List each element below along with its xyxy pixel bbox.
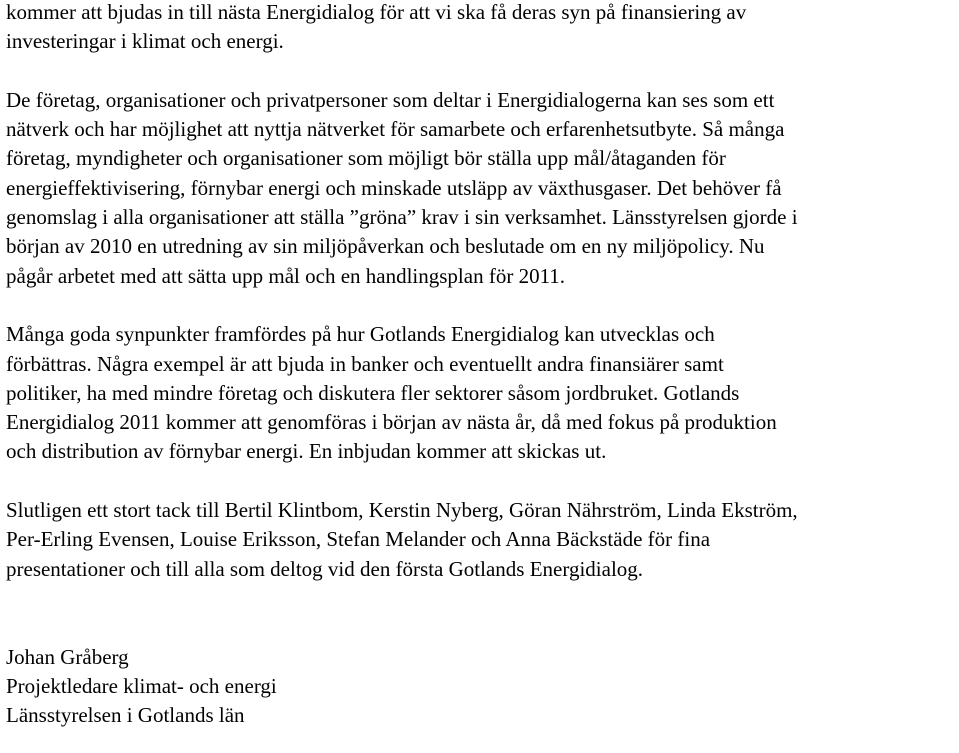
text-line: och distribution av förnybar energi. En inbjudan kommer att skickas ut. — [6, 439, 607, 464]
text-line: politiker, ha med mindre företag och diskutera fler sektorer såsom jordbruket. Gotlands — [6, 380, 740, 405]
document-page — [6, 0, 956, 730]
text-line: energieffektivisering, förnybar energi och minskade utsläpp av växthusgaser. Det behöver få — [6, 175, 782, 200]
text-line: början av 2010 en utredning av sin miljöpåverkan och beslutade om en ny miljöpolicy. Nu — [6, 234, 765, 259]
text-line: Många goda synpunkter framfördes på hur Gotlands Energidialog kan utvecklas och — [6, 322, 715, 347]
paragraph-spacer — [6, 57, 956, 86]
text-line: Slutligen ett stort tack till Bertil Klintbom, Kerstin Nyberg, Göran Nährström, Linda Ekström, — [6, 498, 798, 523]
paragraph-thanks — [6, 496, 956, 584]
paragraph-network — [6, 86, 956, 291]
text-line: De företag, organisationer och privatpersoner som deltar i Energidialogerna kan ses som ett — [6, 87, 775, 112]
paragraph-spacer — [6, 467, 956, 496]
signature-organization: Länsstyrelsen i Gotlands län — [6, 703, 245, 728]
text-line: företag, myndigheter och organisationer som möjligt bör ställa upp mål/åtaganden för — [6, 146, 726, 171]
text-line: förbättras. Några exempel är att bjuda in banker och eventuellt andra finansiärer samt — [6, 351, 724, 376]
paragraph-spacer — [6, 291, 956, 320]
text-line: nätverk och har möjlighet att nyttja nätverket för samarbete och erfarenhetsutbyte. Så många — [6, 117, 785, 142]
paragraph-financing — [6, 0, 956, 57]
text-line: Per-Erling Evensen, Louise Eriksson, Stefan Melander och Anna Bäckstäde för fina — [6, 527, 711, 552]
text-line: genomslag i alla organisationer att ställa ”gröna” krav i sin verksamhet. Länsstyrelsen gjorde i — [6, 205, 798, 230]
signature-name: Johan Gråberg — [6, 644, 129, 669]
signature-title: Projektledare klimat- och energi — [6, 673, 277, 698]
text-line: presentationer och till alla som deltog vid den första Gotlands Energidialog. — [6, 556, 644, 581]
text-line: kommer att bjudas in till nästa Energidialog för att vi ska få deras syn på finansiering av — [6, 0, 747, 24]
text-line: investeringar i klimat och energi. — [6, 29, 284, 54]
paragraph-feedback — [6, 320, 956, 466]
signature-block — [6, 643, 956, 731]
signature-spacer — [6, 584, 956, 643]
text-line: Energidialog 2011 kommer att genomföras i början av nästa år, då med fokus på produktion — [6, 410, 777, 435]
text-line: pågår arbetet med att sätta upp mål och en handlingsplan för 2011. — [6, 263, 566, 288]
